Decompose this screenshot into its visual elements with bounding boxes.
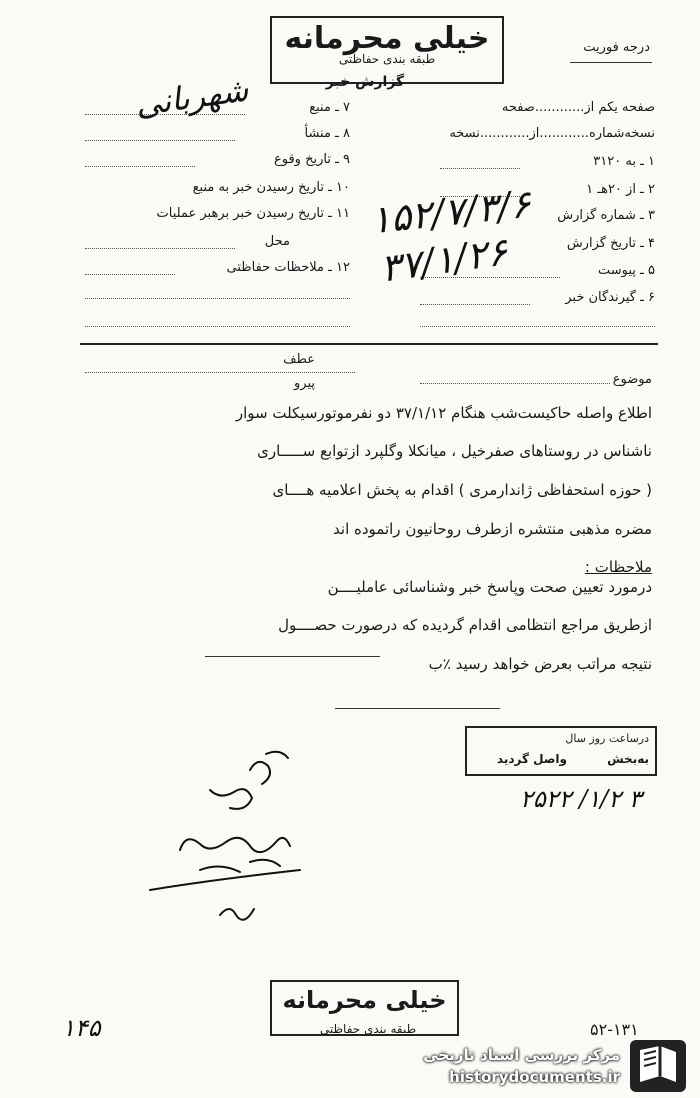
- body-line-2: ناشناس در روستاهای صفرخیل ، میانکلا وگلپرد ازتوابع ســـــاری: [257, 442, 652, 460]
- field-occurrence-date: ۹ ـ تاریخ وقوع: [273, 152, 350, 167]
- notes-label: ملاحظات :: [584, 558, 652, 576]
- field-recipients: ۶ ـ گیرندگان خبر: [565, 290, 655, 305]
- field-source: ۷ ـ منبع: [309, 100, 350, 115]
- subject-line: [420, 383, 610, 384]
- notes-underline: [205, 656, 380, 657]
- field-to-line: [440, 168, 520, 169]
- field-ops-received: ۱۱ ـ تاریخ رسیدن خبر برهبر عملیات: [156, 206, 350, 221]
- priority-label: درجه فوریت: [583, 40, 650, 55]
- field-notes-line-3: [85, 326, 350, 327]
- field-attachment: ۵ ـ پیوست: [598, 263, 655, 278]
- field-to: ۱ ـ به ۳۱۲۰: [593, 154, 655, 169]
- handwritten-report-number: ۱۵۲/۷/۳/۶: [368, 181, 533, 243]
- body-line-4: مضره مذهبی منتشره ازطرف روحانیون راتموده اند: [333, 520, 652, 538]
- handwritten-report-date: ۳۷/۱/۲۶: [377, 229, 511, 291]
- signature-image: [140, 740, 320, 930]
- stamp-classification-text: خیلی محرمانه: [284, 21, 490, 56]
- field-location-line: [85, 248, 235, 249]
- field-notes-line-1: [85, 274, 175, 275]
- field-source-received: ۱۰ ـ تاریخ رسیدن خبر به منبع: [192, 180, 350, 195]
- page-code-right: ۵۲-۱۳۱: [590, 1020, 639, 1039]
- watermark-title: مرکز بررسی اسناد تاریخی: [423, 1046, 620, 1064]
- field-page: صفحه یکم از............صفحه: [501, 100, 655, 115]
- reference-line: [85, 372, 355, 373]
- field-from: ۲ ـ از ۲۰هـ ۱: [586, 182, 655, 197]
- received-box-line-1: درساعت روز سال: [565, 732, 649, 745]
- received-box-section: به‌بخش: [607, 752, 649, 766]
- watermark-url: historydocuments.ir: [449, 1068, 620, 1086]
- notes-line-3: نتیجه مراتب بعرض خواهد رسید ٪ب: [428, 655, 652, 673]
- notes-line-2: ازطریق مراجع انتظامی اقدام گردیده که درصورت حصــــول: [278, 616, 652, 634]
- field-recipients-line: [420, 304, 530, 305]
- body-line-1: اطلاع واصله حاکیست‌شب هنگام ۳۷/۱/۱۲ دو نفرموتورسیکلت سوار: [235, 404, 652, 422]
- field-report-number: ۳ ـ شماره گزارش: [557, 208, 655, 223]
- end-line: [335, 708, 500, 709]
- header-separator: [80, 343, 658, 345]
- bottom-stamp-label: طبقه بندی حفاظتی: [319, 1022, 417, 1036]
- field-origin: ۸ ـ منشأ: [304, 126, 350, 141]
- following-label: پیرو: [294, 376, 315, 391]
- received-stamp-box: [465, 726, 657, 776]
- field-extra-line-1: [420, 326, 655, 327]
- field-copy-number: نسخه‌شماره............از............نسخه: [449, 126, 655, 141]
- report-title: گزارش خبر: [325, 74, 405, 90]
- field-security-notes: ۱۲ ـ ملاحظات حفاظتی: [226, 260, 350, 275]
- field-notes-line-2: [85, 298, 350, 299]
- field-origin-line: [85, 140, 235, 141]
- stamp-classification-label: طبقه بندی حفاظتی: [338, 52, 436, 66]
- received-box-arrived: واصل گردید: [496, 752, 567, 766]
- field-occurrence-line: [85, 166, 195, 167]
- notes-line-1: درمورد تعیین صحت وپاسخ خبر وشناسائی عاملیــــن: [327, 578, 652, 596]
- body-line-3: ( حوزه استحفاظی ژاندارمری ) اقدام به پخش اعلامیه هــــای: [272, 481, 652, 499]
- priority-underline: [570, 62, 652, 63]
- handwritten-source: شهربانی: [132, 70, 251, 124]
- field-report-date: ۴ ـ تاریخ گزارش: [566, 236, 655, 251]
- bottom-stamp-text: خیلی محرمانه: [282, 986, 447, 1014]
- page-code-left: ۱۴۵: [62, 1014, 101, 1042]
- watermark-logo: [630, 1040, 686, 1092]
- field-location: محل: [264, 234, 290, 249]
- reference-label: عطف: [283, 352, 315, 367]
- subject-label: موضوع: [612, 372, 652, 387]
- book-icon: [630, 1040, 686, 1092]
- handwritten-received-number: ۲۵۲۲ /۱/۲ ۳: [520, 785, 642, 813]
